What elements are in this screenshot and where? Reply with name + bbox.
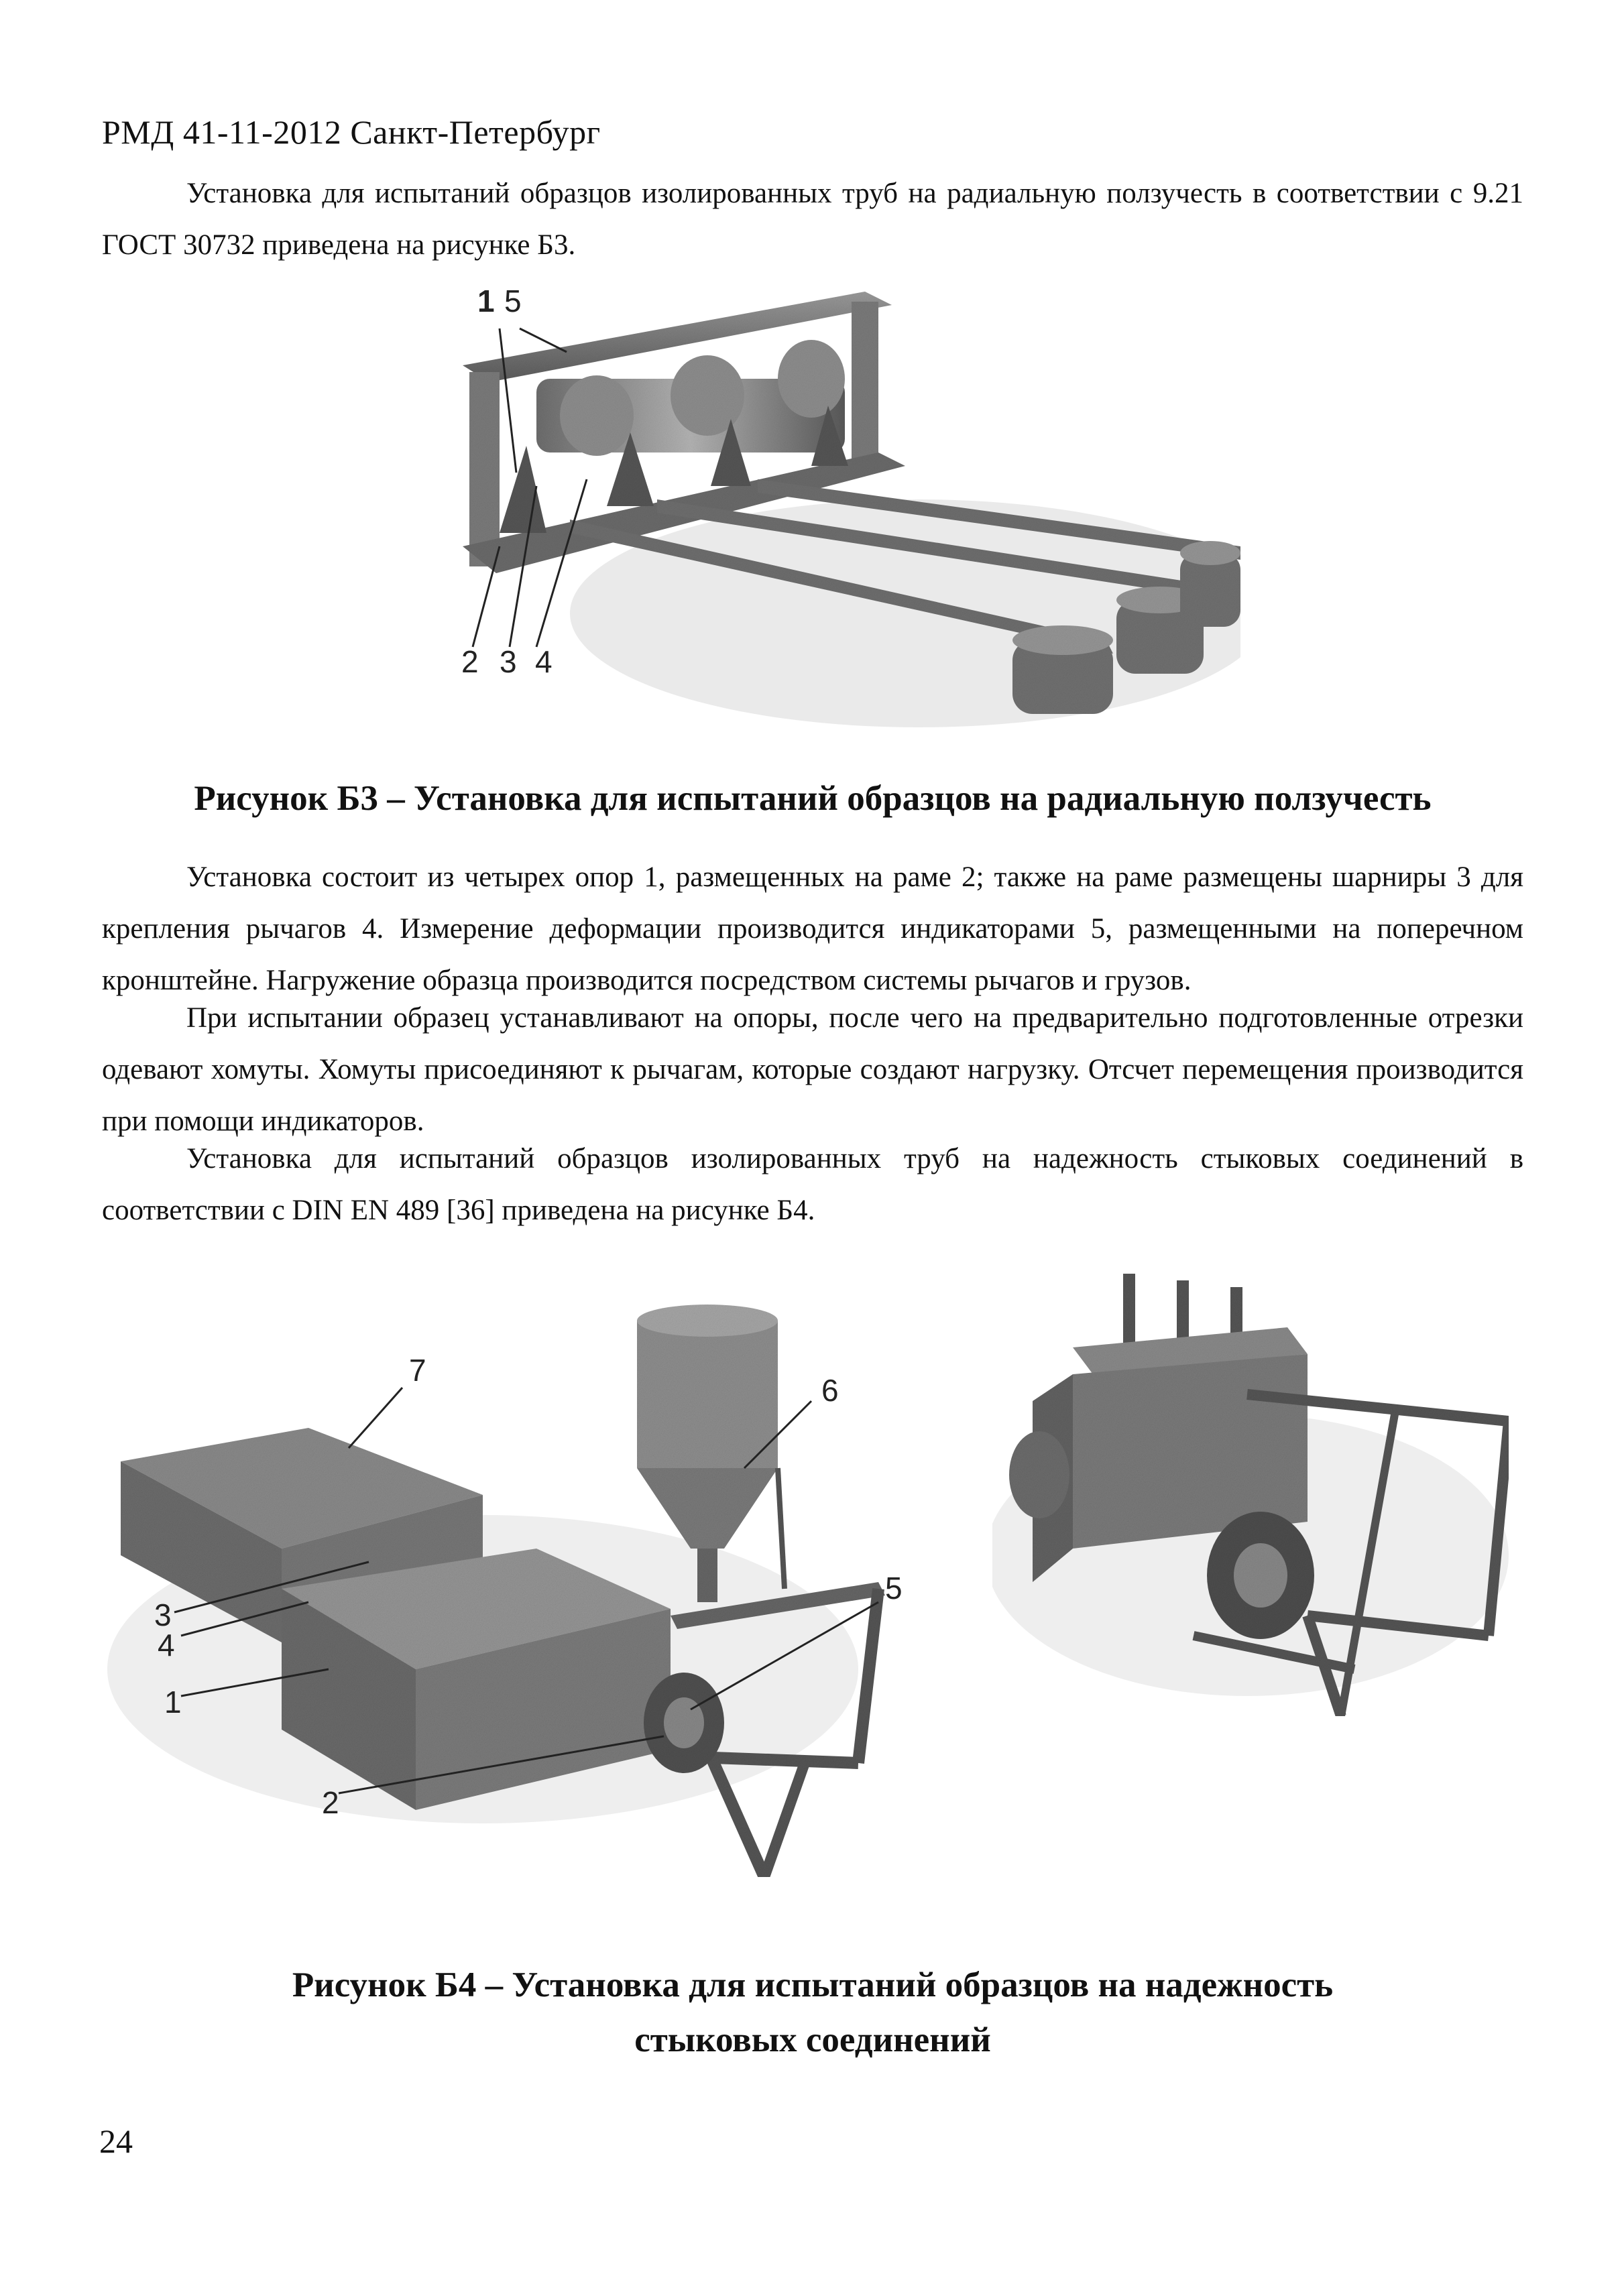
callout-b3-5: 5 [504,284,522,318]
intro-text-b3: Установка для испытаний образцов изолированных труб на радиальную ползучесть в соответствии с 9.21 ГОСТ 30732 приведена на рисунке Б3. [102,178,1523,261]
description-text-2: При испытании образец устанавливают на опоры, после чего на предварительно подготовленные отрезки одевают хомуты. Хомуты присоединяют к рычагам, которые создают нагрузку. Отсчет перемещения производится при помощи индикаторов. [102,1002,1523,1137]
callout-b4-3: 3 [154,1597,172,1632]
intro-text-b4: Установка для испытаний образцов изолированных труб на надежность стыковых соединений в соответствии с DIN EN 489 [36] приведена на рисунке Б4. [102,1143,1523,1226]
callout-b4-6: 6 [821,1373,839,1408]
callout-b3-1: 1 [477,284,495,318]
description-paragraph-2 [102,992,1523,1147]
description-text-1: Установка состоит из четырех опор 1, размещенных на раме 2; также на раме размещены шарниры 3 для крепления рычагов 4. Измерение деформации производится индикаторами 5, размещенными на поперечном кронштейне. Нагружение образца производится посредством системы рычагов и грузов. [102,861,1523,996]
callout-b3-3: 3 [500,644,517,679]
description-paragraph-1 [102,851,1523,1006]
callout-b3-2: 2 [461,644,479,679]
figure-b4-left-image [107,1294,925,1897]
callout-b4-7: 7 [409,1353,426,1388]
figure-b4-caption-line2: стыковых соединений [634,2020,991,2059]
intro-paragraph-b4 [102,1133,1523,1236]
figure-b3-image [436,265,1240,734]
page-number: 24 [99,2122,133,2160]
intro-paragraph-b3 [102,168,1523,271]
callout-b3-4: 4 [535,644,553,679]
figure-b4-right-image [992,1260,1529,1756]
callout-b4-2: 2 [322,1785,339,1820]
callout-b4-4: 4 [158,1628,175,1663]
figure-b4-caption [102,1957,1523,2067]
callout-b4-1: 1 [164,1685,182,1719]
document-header: РМД 41-11-2012 Санкт-Петербург [102,113,601,151]
figure-b4-caption-line1: Рисунок Б4 – Установка для испытаний образцов на надежность [292,1966,1334,2004]
figure-b3-caption: Рисунок Б3 – Установка для испытаний образцов на радиальную ползучесть [194,779,1432,818]
callout-b4-5: 5 [885,1571,903,1606]
